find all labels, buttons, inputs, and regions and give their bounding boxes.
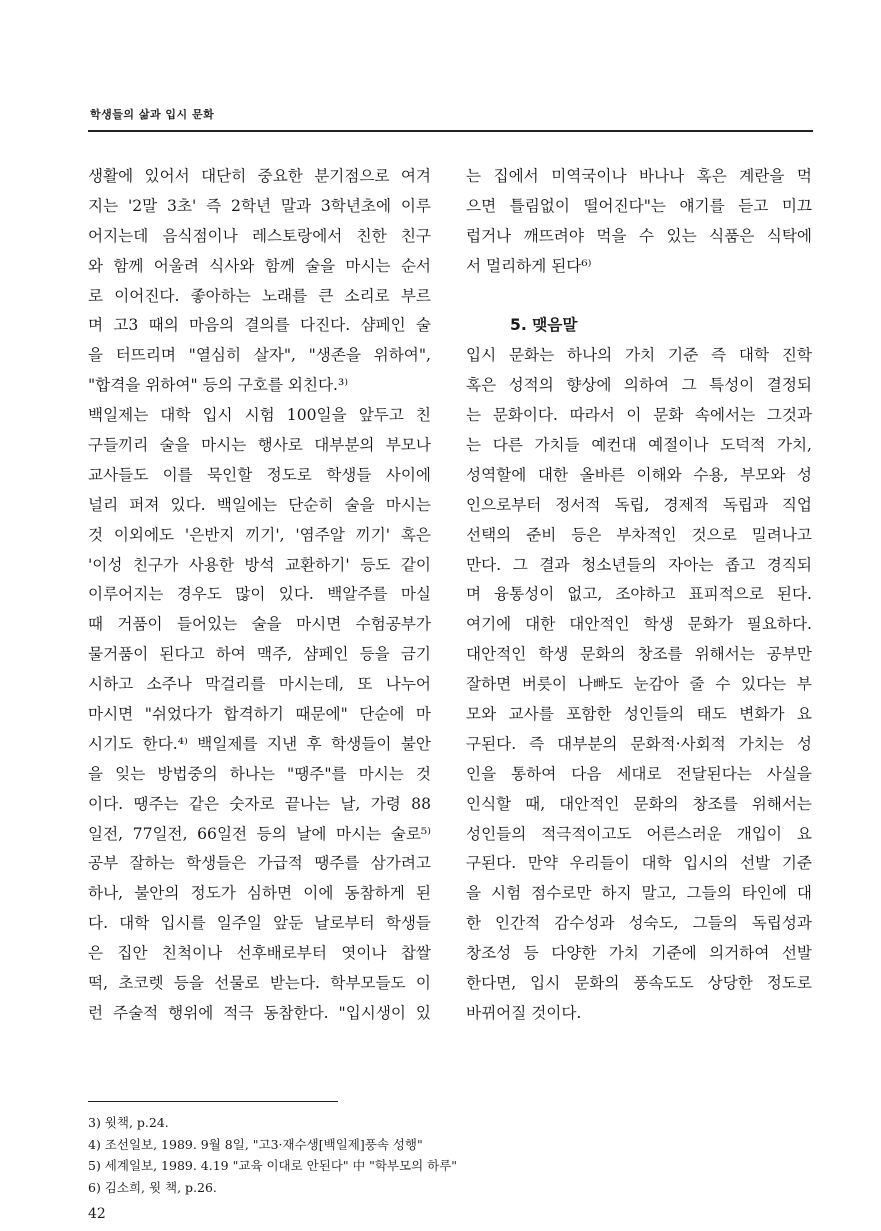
text-line: 만다. 그 결과 청소년들의 자아는 좁고 경직되 xyxy=(466,555,812,574)
text-line: 물거품이 된다고 하여 맥주, 샴페인 등을 금기 xyxy=(88,645,431,664)
text-line: 며 고3 때의 마음의 결의를 다진다. 샴페인 술 xyxy=(88,316,431,335)
footnote-item: 6) 김소희, 윗 책, p.26. xyxy=(88,1179,217,1195)
text-line: 대안적인 학생 문화의 창조를 위해서는 공부만 xyxy=(466,645,812,664)
text-line: 선택의 준비 등은 부차적인 것으로 밀려나고 xyxy=(466,525,812,544)
text-line: 런 주술적 행위에 적극 동참한다. "입시생이 있 xyxy=(88,1003,431,1022)
text-line: 인식할 때, 대안적인 문화의 창조를 위해서는 xyxy=(466,794,812,813)
text-line: 는 문화이다. 따라서 이 문화 속에서는 그것과 xyxy=(466,406,812,425)
text-line: 인으로부터 정서적 독립, 경제적 독립과 직업 xyxy=(466,495,812,514)
text-line: 모와 교사를 포함한 성인들의 태도 변화가 요 xyxy=(466,705,812,724)
text-line: 지는 '2말 3초' 즉 2학년 말과 3학년초에 이루 xyxy=(88,196,431,215)
text-line: 한다면, 입시 문화의 풍속도도 상당한 정도로 xyxy=(466,974,812,993)
text-line: 을 잊는 방법중의 하나는 "땡주"를 마시는 것 xyxy=(88,764,431,783)
footnote-rule xyxy=(88,1101,338,1102)
text-line: 다. 대학 입시를 일주일 앞둔 날로부터 학생들 xyxy=(88,914,431,933)
text-line: 것 이외에도 '은반지 끼기', '염주알 끼기' 혹은 xyxy=(88,525,431,544)
text-line: 때 거품이 들어있는 술을 마시면 수험공부가 xyxy=(88,615,431,634)
text-line: 이다. 땡주는 같은 숫자로 끝나는 날, 가령 88 xyxy=(88,794,431,813)
text-line: 떡, 초코렛 등을 선물로 받는다. 학부모들도 이 xyxy=(88,974,431,993)
right-column-top xyxy=(466,162,812,282)
text-line: 구된다. 즉 대부분의 문화적·사회적 가치는 성 xyxy=(466,734,812,753)
text-line: 마시면 "쉬었다가 합격하기 때문에" 단순에 마 xyxy=(88,705,431,724)
text-line: 널리 퍼져 있다. 백일에는 단순히 술을 마시는 xyxy=(88,495,431,514)
text-line: 을 시험 점수로만 하지 말고, 그들의 타인에 대 xyxy=(466,884,812,903)
footnote-item: 5) 세계일보, 1989. 4.19 "교육 이대로 안된다" 中 "학부모의 하루" xyxy=(88,1158,458,1173)
text-line: 생활에 있어서 대단히 중요한 분기점으로 여겨 xyxy=(88,167,431,185)
text-line: 교사들도 이를 묵인할 정도로 학생들 사이에 xyxy=(88,465,431,484)
text-line: 은 집안 친척이나 선후배로부터 엿이나 찹쌀 xyxy=(88,944,431,963)
text-line: 는 다른 가치들 예컨대 예절이나 도덕적 가치, xyxy=(466,436,812,455)
section-heading: 5. 맺음말 xyxy=(510,316,578,335)
text-line: 와 함께 어울려 식사와 함께 술을 마시는 순서 xyxy=(88,256,431,275)
text-line: 럽거나 깨뜨려야 먹을 수 있는 식품은 식탁에 xyxy=(466,226,812,245)
text-line: 시하고 소주나 막걸리를 마시는데, 또 나누어 xyxy=(88,675,431,694)
text-line: 공부 잘하는 학생들은 가급적 땡주를 삼가려고 xyxy=(88,854,431,873)
right-column-body xyxy=(466,341,812,1028)
text-line: 백일제는 대학 입시 시험 100일을 앞두고 친 xyxy=(88,406,431,425)
text-line: 입시 문화는 하나의 가치 기준 즉 대학 진학 xyxy=(466,346,812,365)
text-line: 는 집에서 미역국이나 바나나 혹은 계란을 먹 xyxy=(466,167,812,185)
left-column xyxy=(88,162,431,1029)
footnote-item: 4) 조선일보, 1989. 9월 8일, "고3·재수생[백일제]풍속 성행" xyxy=(88,1136,423,1152)
right-column xyxy=(466,162,812,1029)
text-line: 창조성 등 다양한 가치 기준에 의거하여 선발 xyxy=(466,944,812,963)
text-line: 하나, 불안의 정도가 심하면 이에 동참하게 된 xyxy=(88,884,431,903)
text-line: 성인들의 적극적이고도 어른스러운 개입이 요 xyxy=(466,824,812,843)
text-line: "합격을 위하여" 등의 구호를 외친다.³⁾ xyxy=(88,376,349,395)
text-line: 잘하면 버릇이 나빠도 눈감아 줄 수 있다는 부 xyxy=(466,675,812,694)
text-line: 으면 틀림없이 떨어진다"는 얘기를 듣고 미끄 xyxy=(466,196,812,215)
text-line: 서 멀리하게 된다⁶⁾ xyxy=(466,256,592,275)
text-line: 을 터뜨리며 "열심히 살자", "생존을 위하여", xyxy=(88,346,431,365)
text-line: 성역할에 대한 올바른 이해와 수용, 부모와 성 xyxy=(466,465,812,484)
page-number: 42 xyxy=(88,1206,106,1222)
text-line: 여기에 대한 대안적인 학생 문화가 필요하다. xyxy=(466,615,812,634)
running-head: 학생들의 삶과 입시 문화 xyxy=(90,108,215,121)
text-line: 며 융통성이 없고, 조야하고 표피적으로 된다. xyxy=(466,585,812,604)
text-line: 한 인간적 감수성과 성숙도, 그들의 독립성과 xyxy=(466,914,812,933)
footnotes xyxy=(88,1112,457,1198)
text-line: 혹은 성적의 향상에 의하여 그 특성이 결정되 xyxy=(466,376,812,395)
text-line: 어지는데 음식점이나 레스토랑에서 친한 친구 xyxy=(88,226,431,245)
text-line: 구들끼리 술을 마시는 행사로 대부분의 부모나 xyxy=(88,436,431,455)
text-line: 시기도 한다.⁴⁾ 백일제를 지낸 후 학생들이 불안 xyxy=(88,734,431,753)
header-rule xyxy=(88,130,813,132)
text-line: 인을 통하여 다음 세대로 전달된다는 사실을 xyxy=(466,764,812,783)
text-line: 로 이어진다. 좋아하는 노래를 큰 소리로 부르 xyxy=(88,286,431,305)
text-line: '이성 친구가 사용한 방석 교환하기' 등도 같이 xyxy=(88,555,431,574)
text-line: 구된다. 만약 우리들이 대학 입시의 선발 기준 xyxy=(466,854,812,873)
text-line: 이루어지는 경우도 많이 있다. 백알주를 마실 xyxy=(88,585,431,604)
footnote-item: 3) 윗책, p.24. xyxy=(88,1115,169,1130)
text-line: 바뀌어질 것이다. xyxy=(466,1003,582,1022)
paragraph-gap xyxy=(466,282,812,312)
text-line: 일전, 77일전, 66일전 등의 날에 마시는 술로⁵⁾ xyxy=(88,824,431,843)
